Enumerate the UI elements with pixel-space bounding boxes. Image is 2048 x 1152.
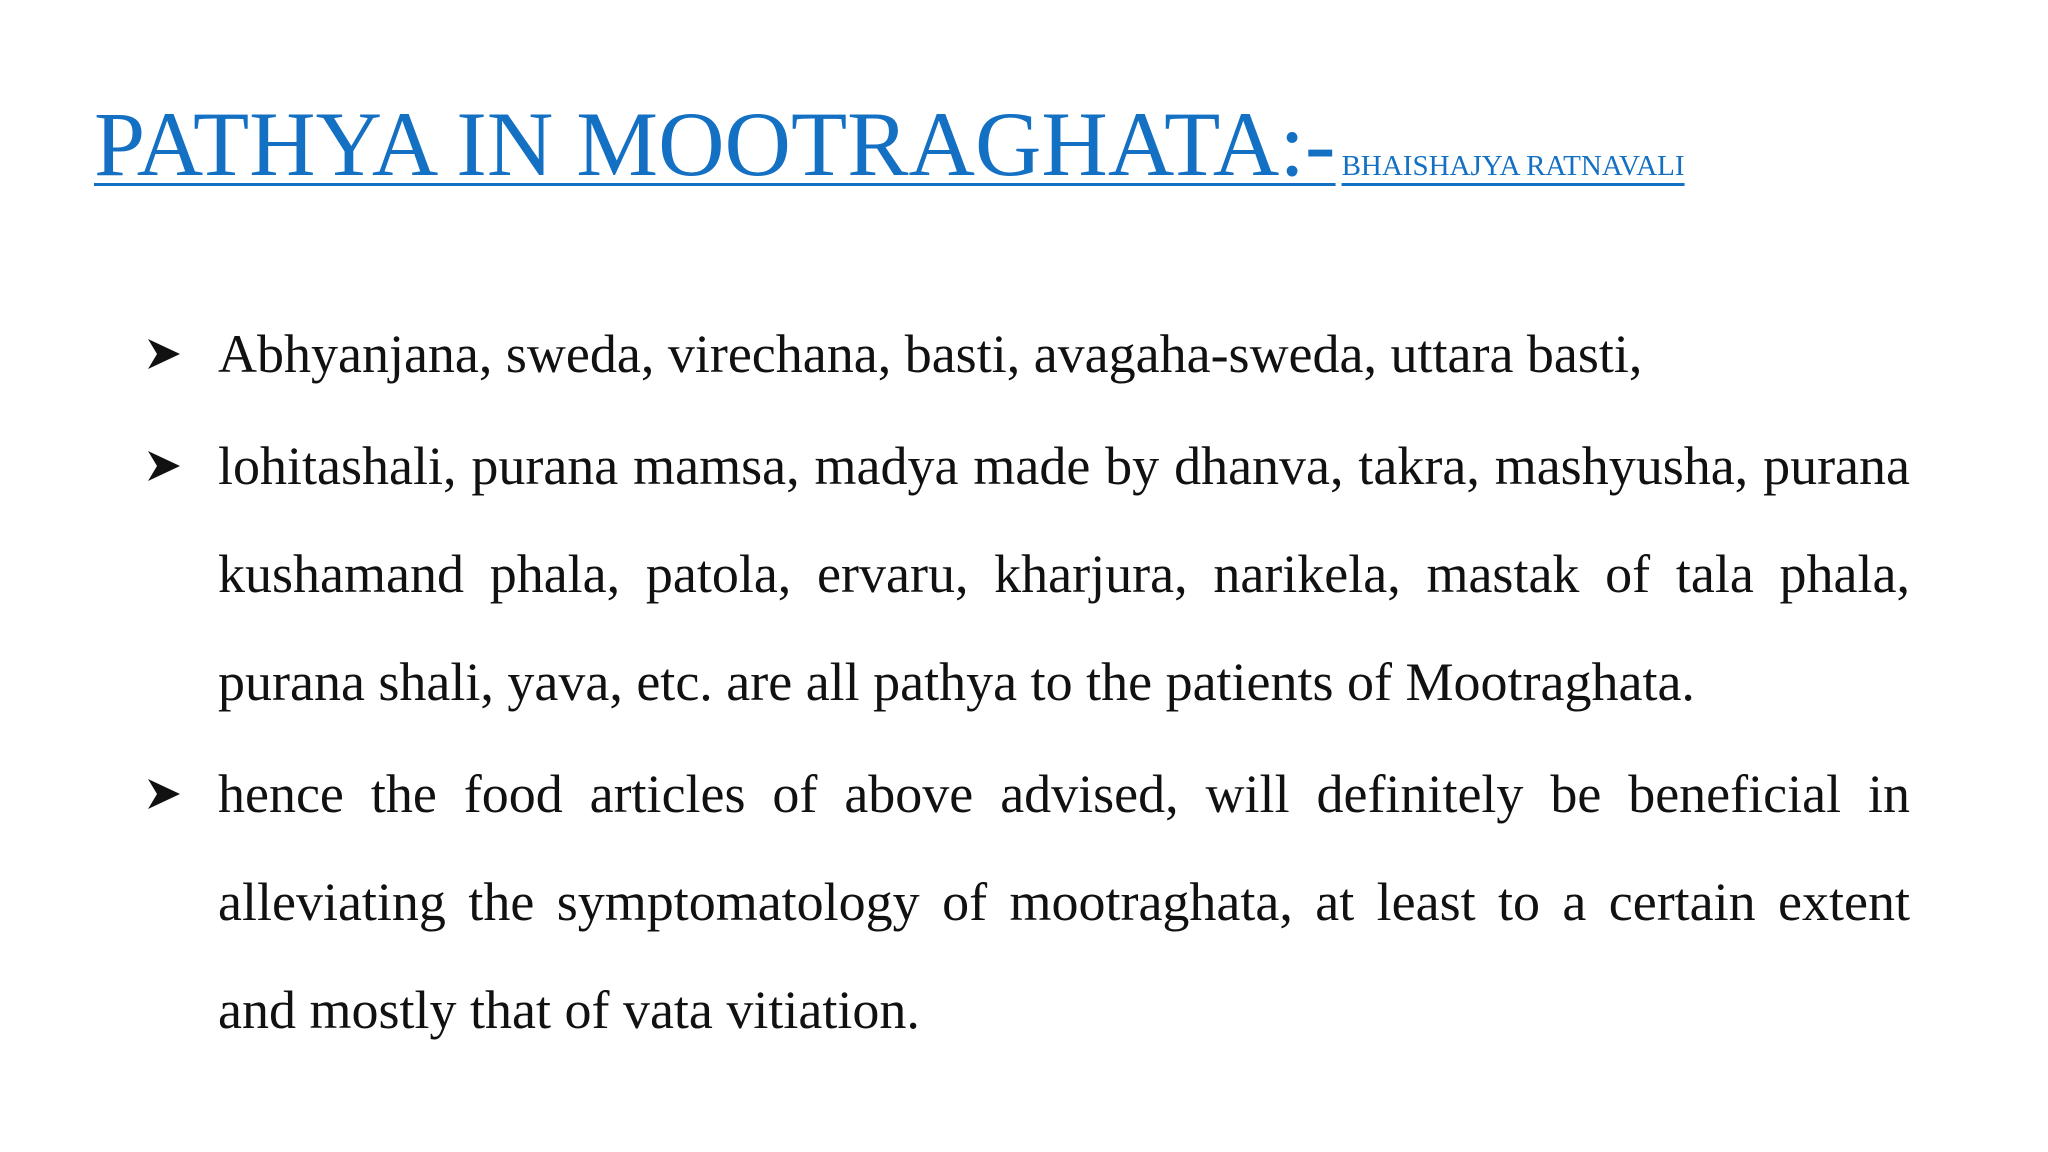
- bullet-text: lohitashali, purana mamsa, madya made by dhanva, takra, mashyusha, purana kushamand phala, patola, ervaru, kharjura, narikela, mastak of tala phala, purana shali, yava, etc. are all pathya to the patients of Mootraghata.: [218, 436, 1910, 712]
- bullet-item: [140, 412, 1910, 736]
- title-text: PATHYA IN MOOTRAGHATA:-: [94, 93, 1336, 195]
- bullet-text: Abhyanjana, sweda, virechana, basti, avagaha-sweda, uttara basti,: [218, 324, 1643, 384]
- bullet-list: [140, 300, 1910, 1068]
- arrowhead-bullet-icon: [140, 412, 188, 520]
- arrowhead-bullet-icon: [140, 300, 188, 408]
- bullet-item: [140, 300, 1910, 408]
- bullet-item: [140, 740, 1910, 1064]
- title-source-reference: BHAISHAJYA RATNAVALI: [1341, 150, 1685, 182]
- slide-title: [94, 93, 1685, 195]
- arrowhead-bullet-icon: [140, 740, 188, 848]
- bullet-text: hence the food articles of above advised, will definitely be beneficial in alleviating the symptomatology of mootraghata, at least to a certain extent and mostly that of vata vitiation.: [218, 764, 1910, 1040]
